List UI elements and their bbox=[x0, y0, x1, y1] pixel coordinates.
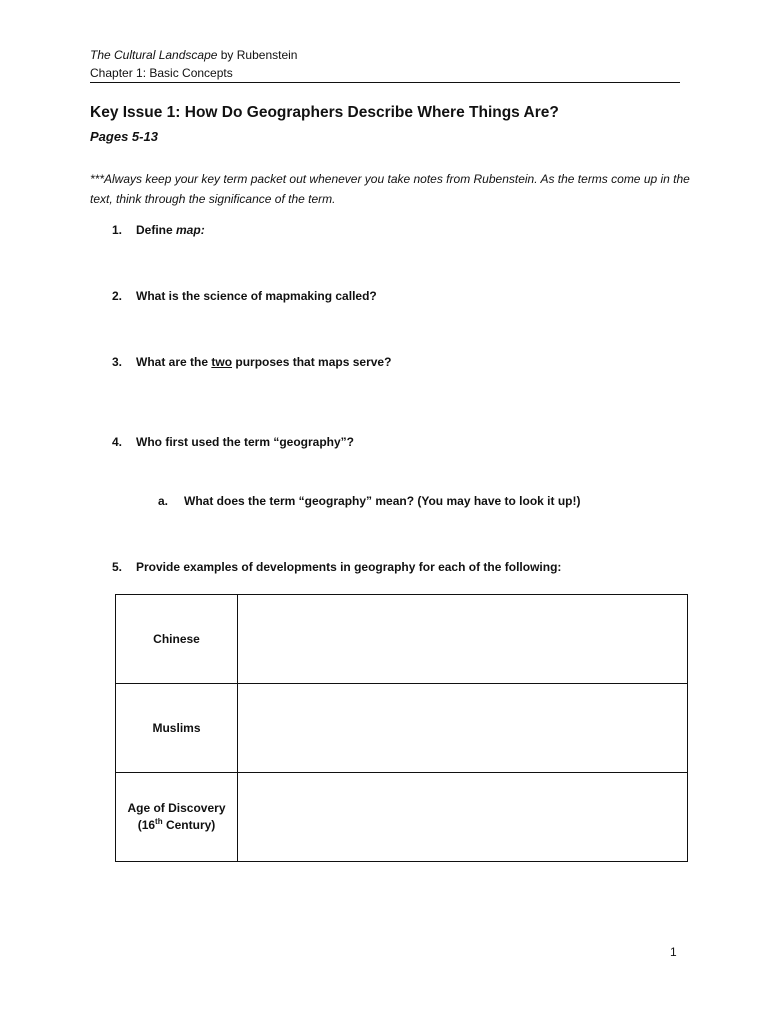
label-line-2 bbox=[138, 818, 216, 832]
question-number: 5. bbox=[112, 560, 123, 574]
header-divider bbox=[90, 82, 680, 83]
question-emphasis: map: bbox=[176, 223, 205, 237]
question-prefix: What are the bbox=[136, 355, 212, 369]
question-text: What is the science of mapmaking called? bbox=[136, 289, 377, 303]
answer-cell-age-of-discovery[interactable] bbox=[238, 773, 688, 862]
row-label-muslims: Muslims bbox=[116, 684, 238, 773]
page-range: Pages 5-13 bbox=[90, 129, 158, 144]
page-number: 1 bbox=[670, 945, 677, 959]
subquestion-text: What does the term “geography” mean? (You may have to look it up!) bbox=[184, 494, 581, 508]
row-label-age-of-discovery bbox=[116, 773, 238, 862]
question-number: 3. bbox=[112, 355, 123, 369]
question-text bbox=[136, 355, 391, 369]
question-text: Provide examples of developments in geography for each of the following: bbox=[136, 560, 562, 574]
question-number: 4. bbox=[112, 435, 123, 449]
label-line-1: Age of Discovery bbox=[127, 801, 226, 815]
question-number: 2. bbox=[112, 289, 123, 303]
table-row bbox=[116, 773, 688, 862]
book-author: by Rubenstein bbox=[217, 48, 298, 62]
header-chapter: Chapter 1: Basic Concepts bbox=[90, 66, 233, 80]
label-century-suffix: th bbox=[155, 817, 163, 826]
question-prefix: Define bbox=[136, 223, 177, 237]
answer-cell-chinese[interactable] bbox=[238, 595, 688, 684]
label-century-number: (16 bbox=[137, 818, 156, 832]
developments-table bbox=[115, 594, 688, 862]
intro-instructions: ***Always keep your key term packet out whenever you take notes from Rubenstein. As the terms come up in the text, think through the significance of the term. bbox=[90, 172, 690, 206]
page-title: Key Issue 1: How Do Geographers Describe Where Things Are? bbox=[90, 104, 559, 121]
book-title: The Cultural Landscape bbox=[90, 48, 218, 62]
table-row bbox=[116, 684, 688, 773]
question-emphasis: two bbox=[211, 355, 233, 369]
answer-cell-muslims[interactable] bbox=[238, 684, 688, 773]
header-book-title bbox=[90, 48, 297, 62]
question-text bbox=[136, 223, 205, 237]
row-label-chinese: Chinese bbox=[116, 595, 238, 684]
subquestion-letter: a. bbox=[158, 494, 169, 508]
table-row bbox=[116, 595, 688, 684]
label-century-word: Century) bbox=[162, 818, 216, 832]
question-suffix: purposes that maps serve? bbox=[232, 355, 392, 369]
question-number: 1. bbox=[112, 223, 123, 237]
question-text: Who first used the term “geography”? bbox=[136, 435, 355, 449]
